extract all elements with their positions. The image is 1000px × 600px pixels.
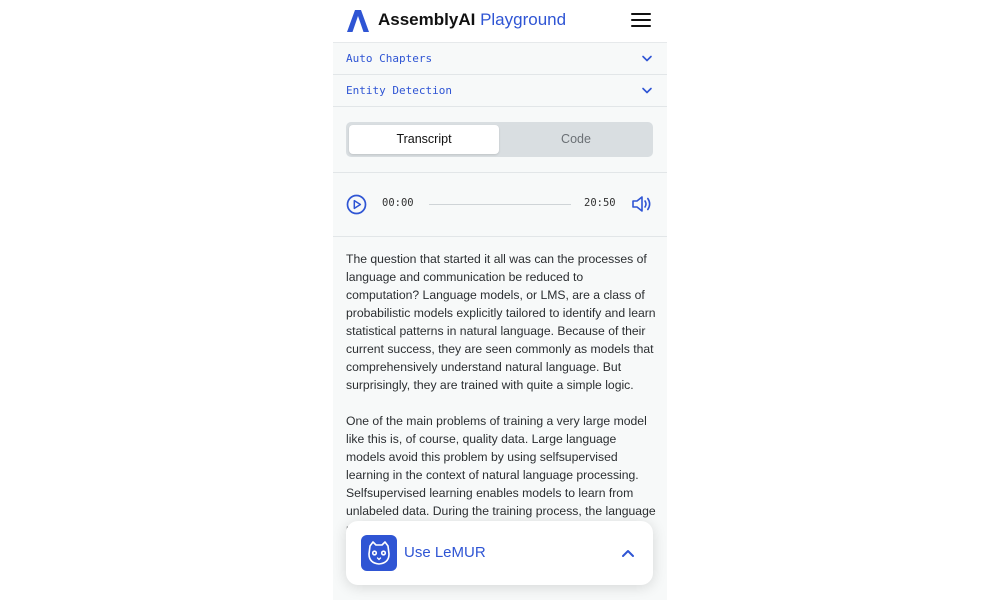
play-icon[interactable] bbox=[346, 194, 367, 215]
accordion-label: Auto Chapters bbox=[346, 52, 433, 65]
tab-transcript[interactable]: Transcript bbox=[349, 125, 499, 154]
playground-screen bbox=[333, 0, 667, 600]
transcript-paragraph: The question that started it all was can the processes of language and communication be reduced to computation? Language models, or LMS, are a class of probabilistic models explicitly tailored to identify and learn statistical patterns in natural language. Because of their current success, they are seen commonly as models that comprehensively understand natural language. But surprisingly, they are trained with quite a simple logic. bbox=[346, 252, 656, 392]
brand-name: AssemblyAI bbox=[378, 10, 476, 29]
chevron-down-icon bbox=[641, 86, 653, 95]
hamburger-menu-icon[interactable] bbox=[631, 13, 651, 29]
duration: 20:50 bbox=[584, 197, 616, 209]
accordion-label: Entity Detection bbox=[346, 84, 452, 97]
chevron-down-icon bbox=[641, 54, 653, 63]
accordion-entity-detection[interactable] bbox=[333, 75, 667, 107]
audio-scrubber[interactable] bbox=[429, 204, 571, 205]
audio-player bbox=[333, 173, 667, 237]
brand-title bbox=[378, 10, 566, 30]
assemblyai-logo-icon[interactable] bbox=[345, 9, 371, 33]
volume-icon[interactable] bbox=[631, 194, 653, 214]
current-time: 00:00 bbox=[382, 197, 414, 209]
chevron-up-icon[interactable] bbox=[621, 548, 635, 558]
app-header bbox=[333, 0, 667, 43]
transcript-paragraph: One of the main problems of training a very large model like this is, of course, quality data. Large language models avoid this problem by using selfsupervised learning in the context of natural language processing. Selfsupervised learning enables models to learn from unlabeled data. During the training process, the language bbox=[346, 414, 656, 518]
segmented-control bbox=[346, 122, 653, 157]
view-tabs bbox=[333, 108, 667, 173]
tab-code[interactable]: Code bbox=[561, 132, 591, 146]
lemur-face-icon bbox=[361, 535, 397, 571]
use-lemur-button[interactable] bbox=[346, 521, 653, 585]
brand-product: Playground bbox=[480, 10, 567, 29]
accordion-auto-chapters[interactable] bbox=[333, 43, 667, 75]
lemur-label: Use LeMUR bbox=[404, 544, 486, 561]
